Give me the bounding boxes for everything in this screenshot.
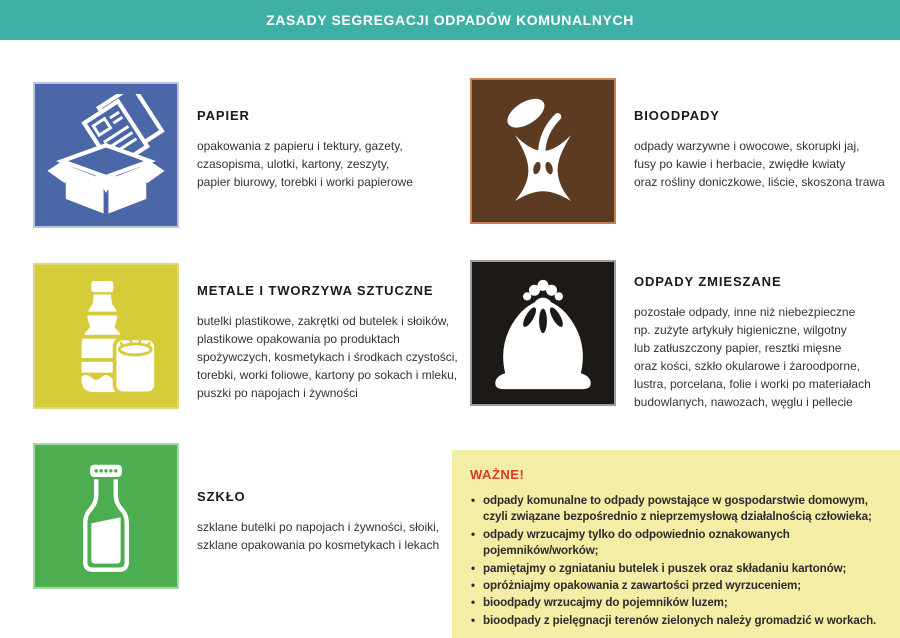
description-line: np. zużyte artykuły higieniczne, wilgotny xyxy=(634,323,847,337)
description-line: szklane opakowania po kosmetykach i lekach xyxy=(197,538,440,552)
description-line: papier biurowy, torebki i worki papierowe xyxy=(197,175,413,189)
header-bar xyxy=(0,0,900,40)
important-bullet: • bioodpady wrzucajmy do pojemników luzem; xyxy=(470,595,894,611)
szklo-tile xyxy=(33,443,179,589)
odpady-zmieszane-tile xyxy=(470,260,616,406)
section-odpady-zmieszane xyxy=(470,260,871,411)
section-title: SZKŁO xyxy=(197,489,246,504)
description-line: puszki po napojach i żywności xyxy=(197,386,358,400)
description-line: opakowania z papieru i tektury, gazety, xyxy=(197,139,403,153)
paper-box-icon xyxy=(45,94,167,216)
description-line: czasopisma, ulotki, kartony, zeszyty, xyxy=(197,157,390,171)
important-rules-box xyxy=(452,450,900,638)
bioodpady-tile xyxy=(470,78,616,224)
section-title: METALE I TWORZYWA SZTUCZNE xyxy=(197,283,434,298)
important-bullet: • odpady wrzucajmy tylko do odpowiednio oznakowanych pojemników/worków; xyxy=(470,527,894,560)
section-metale xyxy=(33,263,458,409)
description-line: budowlanych, nawozach, węglu i pellecie xyxy=(634,395,853,409)
bottle-can-icon xyxy=(45,275,167,397)
description-line: torebki, worki foliowe, kartony po sokach i mleku, xyxy=(197,368,458,382)
section-papier xyxy=(33,82,413,228)
description-line: butelki plastikowe, zakrętki od butelek i słoików, xyxy=(197,314,450,328)
important-bullet: • pamiętajmy o zgniataniu butelek i puszek oraz składaniu kartonów; xyxy=(470,561,894,577)
important-bullet: • bioodpady z pielęgnacji terenów zielonych należy gromadzić w workach. xyxy=(470,613,894,629)
apple-core-icon xyxy=(482,90,604,212)
section-title: BIOODPADY xyxy=(634,108,720,123)
important-bullet: • odpady komunalne to odpady powstające w gospodarstwie domowym, czyli związane bezpośrednio z nieprzemysłową działalnością człowieka; xyxy=(470,493,894,526)
description-line: odpady warzywne i owocowe, skorupki jaj, xyxy=(634,139,860,153)
section-szklo xyxy=(33,443,439,589)
description-line: plastikowe opakowania po produktach xyxy=(197,332,400,346)
important-bullet: • opróżniajmy opakowania z zawartości przed wyrzuceniem; xyxy=(470,578,894,594)
description-line: oraz kości, szkło okularowe i żaroodporne, xyxy=(634,359,861,373)
important-title: WAŻNE! xyxy=(470,467,525,482)
description-line: spożywczych, kosmetykach i środkach czystości, xyxy=(197,350,458,364)
description-line: lustra, porcelana, folie i worki po materiałach xyxy=(634,377,871,391)
important-bullet-list xyxy=(470,493,894,629)
page-title: ZASADY SEGREGACJI ODPADÓW KOMUNALNYCH xyxy=(266,12,634,28)
description-line: oraz rośliny doniczkowe, liście, skoszona trawa xyxy=(634,175,885,189)
description-line: szklane butelki po napojach i żywności, słoiki, xyxy=(197,520,440,534)
papier-tile xyxy=(33,82,179,228)
section-title: ODPADY ZMIESZANE xyxy=(634,274,782,289)
description-line: pozostałe odpady, inne niż niebezpieczne xyxy=(634,305,856,319)
glass-bottle-icon xyxy=(45,455,167,577)
metale-tile xyxy=(33,263,179,409)
section-title: PAPIER xyxy=(197,108,250,123)
description-line: lub zatłuszczony papier, resztki mięsne xyxy=(634,341,842,355)
section-bioodpady xyxy=(470,78,885,224)
description-line: fusy po kawie i herbacie, zwiędłe kwiaty xyxy=(634,157,846,171)
trash-bag-icon xyxy=(482,272,604,394)
